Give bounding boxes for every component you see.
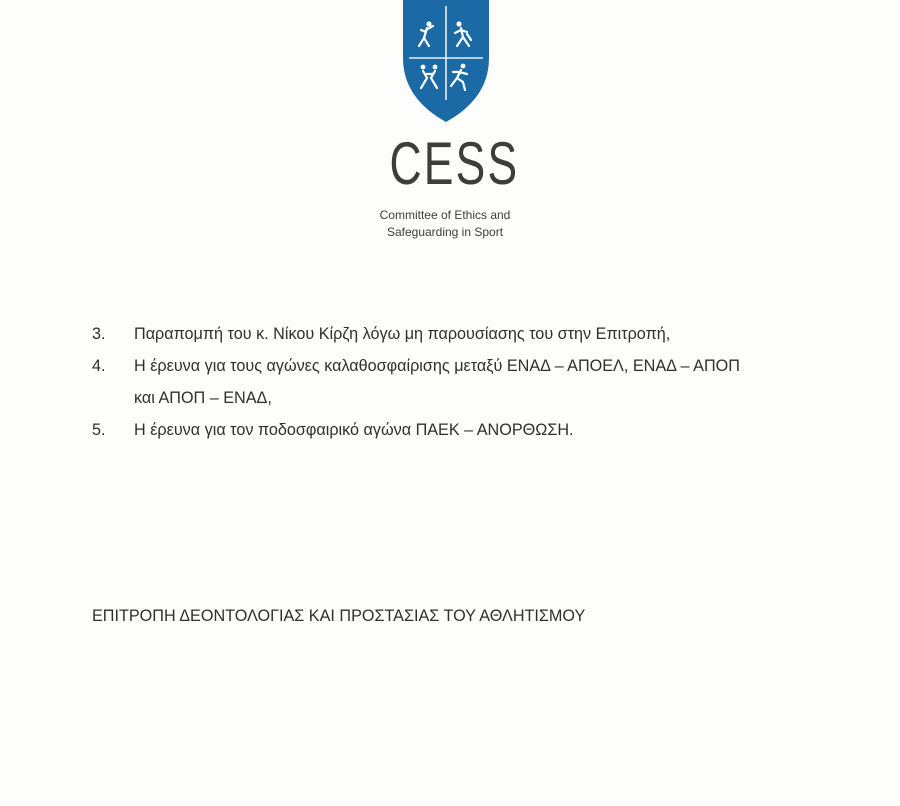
list-item-number: 5. [92,421,106,439]
list-item [92,350,852,414]
list-item-number: 4. [92,357,106,375]
list-item-line: και ΑΠΟΠ – ΕΝΑΔ, [134,389,272,407]
list-item-line: Η έρευνα για τους αγώνες καλαθοσφαίρισης μεταξύ ΕΝΑΔ – ΑΠΟΕΛ, ΕΝΑΔ – ΑΠΟΠ [134,357,740,375]
logo-subtitle [345,207,545,241]
list-item-line: Παραπομπή του κ. Νίκου Κίρζη λόγω μη παρουσίασης του στην Επιτροπή, [134,325,671,343]
list-item-number: 3. [92,325,106,343]
list-item-line: Η έρευνα για τον ποδοσφαιρικό αγώνα ΠΑΕΚ – ΑΝΟΡΘΩΣΗ. [134,421,574,439]
list-item-text [134,350,852,414]
committee-name: ΕΠΙΤΡΟΠΗ ΔΕΟΝΤΟΛΟΓΙΑΣ ΚΑΙ ΠΡΟΣΤΑΣΙΑΣ ΤΟΥ ΑΘΛΗΤΙΣΜΟΥ [92,607,586,625]
list-item [92,318,852,350]
logo-subtitle-line: Safeguarding in Sport [386,225,504,239]
agenda-list [92,318,852,446]
logo-acronym: CESS [389,130,520,197]
list-item-text [134,414,852,446]
list-item-text [134,318,852,350]
logo-subtitle-line: Committee of Ethics and [379,208,511,222]
cess-logo-shield [399,0,493,124]
list-item [92,414,852,446]
